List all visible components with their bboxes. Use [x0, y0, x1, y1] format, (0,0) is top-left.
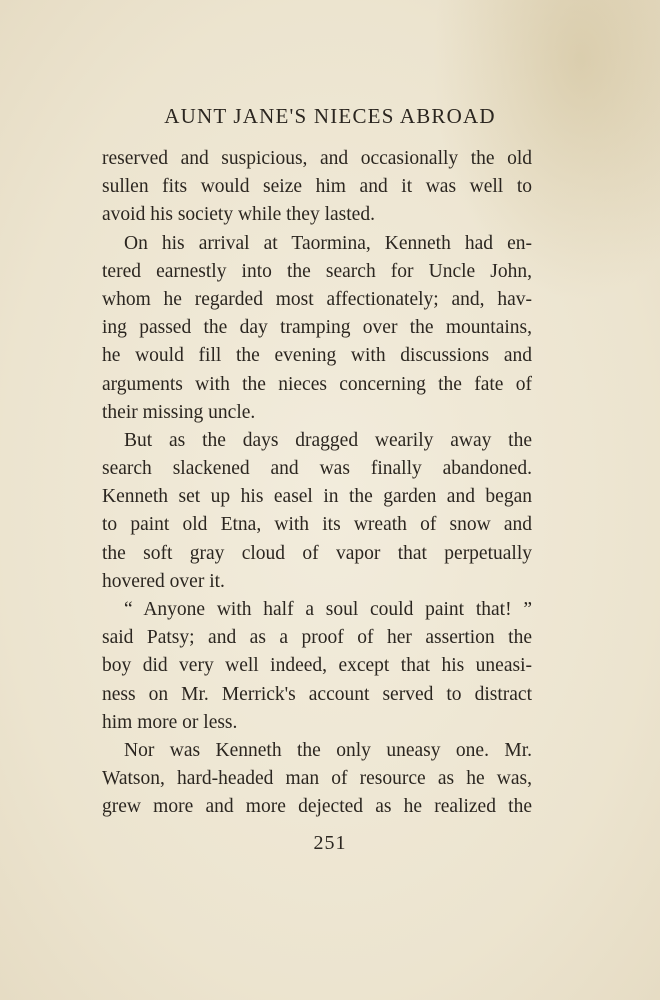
page-number: 251: [313, 832, 347, 854]
paragraph: [102, 596, 532, 737]
text-line: said Patsy; and as a proof of her assertion the: [102, 627, 532, 649]
text-line: Nor was Kenneth the only uneasy one. Mr.: [124, 739, 532, 761]
text-line: On his arrival at Taormina, Kenneth had en-: [124, 232, 532, 254]
text-line: tered earnestly into the search for Uncle John,: [102, 260, 532, 282]
text-line: he would fill the evening with discussions and: [102, 345, 532, 367]
text-line: Kenneth set up his easel in the garden and began: [102, 486, 532, 508]
text-line: to paint old Etna, with its wreath of snow and: [102, 514, 532, 536]
text-line: grew more and more dejected as he realized the: [102, 796, 532, 818]
paragraph: [102, 145, 532, 230]
text-line: ing passed the day tramping over the mountains,: [102, 317, 532, 339]
paragraph: [102, 230, 532, 427]
text-line: whom he regarded most affectionately; and, hav-: [102, 288, 532, 310]
text-line: Watson, hard-headed man of resource as he was,: [102, 768, 532, 790]
text-line: reserved and suspicious, and occasionally the old: [102, 148, 532, 169]
body-text: [102, 145, 532, 822]
text-line: the soft gray cloud of vapor that perpetually: [102, 542, 532, 564]
text-line: arguments with the nieces concerning the fate of: [102, 373, 532, 395]
text-line: hovered over it.: [102, 570, 225, 592]
text-line: search slackened and was finally abandoned.: [102, 458, 532, 480]
text-line: “ Anyone with half a soul could paint that! ”: [124, 599, 532, 620]
text-line: But as the days dragged wearily away the: [124, 429, 532, 451]
text-line: avoid his society while they lasted.: [102, 204, 375, 226]
text-line: boy did very well indeed, except that his uneasi-: [102, 655, 532, 677]
paragraph: [102, 737, 532, 822]
running-title: AUNT JANE'S NIECES ABROAD: [164, 104, 496, 128]
text-line: him more or less.: [102, 711, 238, 733]
text-line: their missing uncle.: [102, 401, 256, 423]
text-line: ness on Mr. Merrick's account served to distract: [102, 683, 532, 705]
paragraph: [102, 427, 532, 596]
text-line: sullen fits would seize him and it was well to: [102, 176, 532, 198]
